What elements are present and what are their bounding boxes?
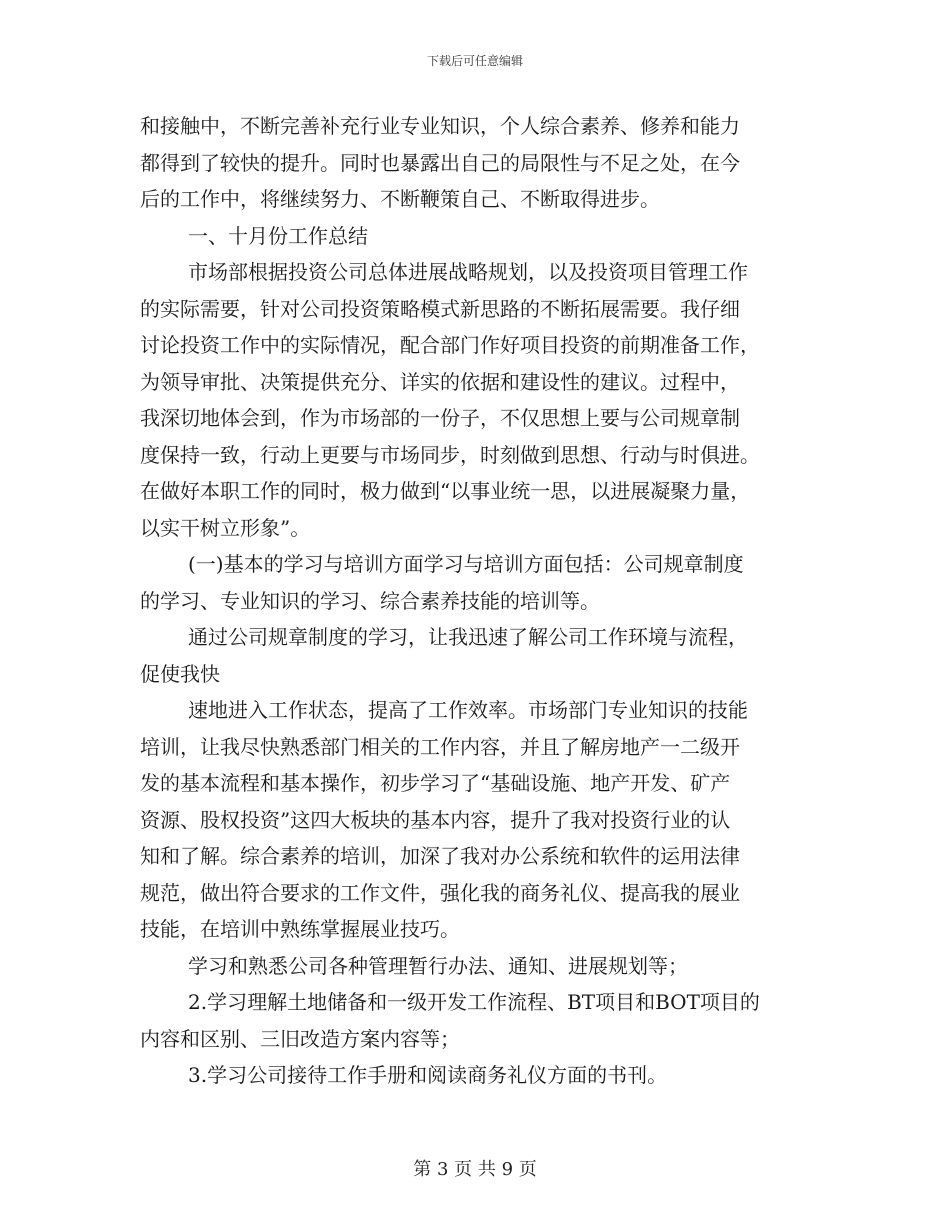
page-footer: 第 3 页 共 9 页 <box>413 1159 537 1180</box>
text-line: 内容和区别、三旧改造方案内容等； <box>140 1026 460 1051</box>
text-line: 后的工作中，将继续努力、不断鞭策自己、不断取得进步。 <box>140 187 660 211</box>
text-line: 学习和熟悉公司各种管理暂行办法、通知、进展规划等； <box>188 953 688 978</box>
text-line: 规范，做出符合要求的工作文件，强化我的商务礼仪、提高我的展业 <box>140 880 740 905</box>
text-line: 的学习、专业知识的学习、综合素养技能的培训等。 <box>140 588 600 613</box>
text-line: 市场部根据投资公司总体进展战略规划，以及投资项目管理工作 <box>188 260 748 284</box>
text-line: 都得到了较快的提升。同时也暴露出自己的局限性与不足之处，在今 <box>140 150 740 175</box>
text-line: 和接触中，不断完善补充行业专业知识，个人综合素养、修养和能力 <box>140 114 740 138</box>
text-line: 以实干树立形象”。 <box>140 515 311 540</box>
page-header: 下载后可任意编辑 <box>426 54 523 68</box>
text-line: 讨论投资工作中的实际情况，配合部门作好项目投资的前期准备工作， <box>140 333 760 357</box>
section-heading: 一、十月份工作总结 <box>188 223 368 248</box>
text-line: 在做好本职工作的同时，极力做到“以事业统一思，以进展凝聚力量， <box>140 479 751 503</box>
text-line: 知和了解。综合素养的培训，加深了我对办公系统和软件的运用法律 <box>140 844 740 868</box>
text-line: 为领导审批、决策提供充分、详实的依据和建设性的建议。过程中， <box>140 369 740 394</box>
list-item: 3.学习公司接待工作手册和阅读商务礼仪方面的书刊。 <box>188 1063 668 1087</box>
text-line: 我深切地体会到，作为市场部的一份子，不仅思想上要与公司规章制 <box>140 406 740 430</box>
text-line: 度保持一致，行动上更要与市场同步，时刻做到思想、行动与时俱进。 <box>140 442 760 467</box>
text-line: 培训，让我尽快熟悉部门相关的工作内容，并且了解房地产一二级开 <box>140 734 740 759</box>
subsection-heading: (一)基本的学习与培训方面学习与培训方面包括：公司规章制度 <box>188 552 744 576</box>
document-body <box>140 108 830 1094</box>
text-line: 资源、股权投资”这四大板块的基本内容，提升了我对投资行业的认 <box>140 807 731 832</box>
text-line: 技能，在培训中熟练掌握展业技巧。 <box>140 917 460 941</box>
list-item: 2.学习理解土地储备和一级开发工作流程、BT项目和BOT项目的 <box>188 990 760 1014</box>
text-line: 速地进入工作状态，提高了工作效率。市场部门专业知识的技能 <box>188 698 748 722</box>
text-line: 促使我快 <box>140 661 220 686</box>
text-line: 发的基本流程和基本操作，初步学习了“基础设施、地产开发、矿产 <box>140 771 731 795</box>
text-line: 的实际需要，针对公司投资策略模式新思路的不断拓展需要。我仔细 <box>140 296 740 321</box>
text-line: 通过公司规章制度的学习，让我迅速了解公司工作环境与流程， <box>188 625 748 649</box>
